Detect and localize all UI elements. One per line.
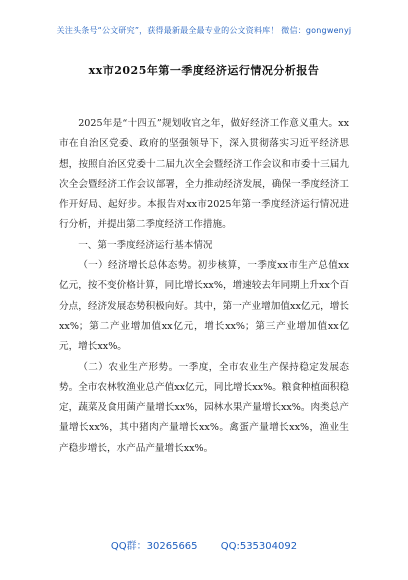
paragraph-intro: 2025年是“十四五”规划收官之年，做好经济工作意义重大。xx市在自治区党委、政府的坚强领导下，深入贯彻落实习近平经济思想，按照自治区党委十二届九次全会暨经济工作会议和市委十三届九次全会暨经济工作会议部署，全力推动经济发展，确保一季度经济工作开好局、起好步。本报告对xx市2025年第一季度经济运行情况进行分析，并提出第二季度经济工作措施。: [59, 118, 349, 231]
qq-group: QQ群：30265665: [110, 541, 198, 552]
document-body: [59, 114, 349, 459]
paragraph-agriculture: （二）农业生产形势。一季度，全市农业生产保持稳定发展态势。全市农林牧渔业总产值xx亿元，同比增长xx%。粮食种植面积稳定，蔬菜及食用菌产量增长xx%，园林水果产量增长xx%。肉类总产量增长xx%，其中猪肉产量增长xx%。禽蛋产量增长xx%，渔业生产稳步增长，水产品产量增长xx%。: [59, 361, 349, 454]
paragraph-growth: （一）经济增长总体态势。初步核算，一季度xx市生产总值xx亿元，按不变价格计算，同比增长xx%，增速较去年同期上升xx个百分点，经济发展态势积极向好。其中，第一产业增加值xx亿元，增长xx%；第二产业增加值xx亿元，增长xx%；第三产业增加值xx亿元，增长xx%。: [59, 260, 349, 353]
footer: [0, 537, 408, 552]
page-title: xx市2025年第一季度经济运行情况分析报告: [88, 64, 320, 77]
header-note: 关注头条号“公文研究”，获得最新最全最专业的公文资料库！ 微信：gongwenyj: [56, 26, 352, 35]
qq-contact: QQ:535304092: [220, 541, 298, 552]
section-heading: 一、第一季度经济运行基本情况: [78, 239, 213, 251]
